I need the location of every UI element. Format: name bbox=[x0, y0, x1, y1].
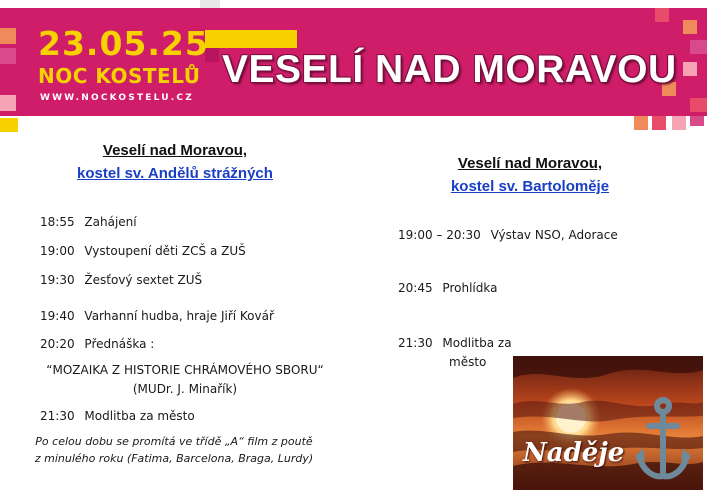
film-note-line: z minulého roku (Fatima, Barcelona, Braga, Lurdy) bbox=[34, 452, 314, 465]
header-banner bbox=[0, 0, 707, 135]
schedule-text: Přednáška : bbox=[84, 337, 155, 351]
schedule-text: Varhanní hudba, hraje Jiří Kovář bbox=[84, 309, 274, 323]
deco-square bbox=[683, 62, 697, 76]
schedule-text: Modlitba za bbox=[442, 336, 512, 350]
schedule-time: 18:55 bbox=[40, 215, 75, 229]
schedule-item bbox=[398, 228, 618, 242]
left-place: Veselí nad Moravou, bbox=[102, 142, 248, 159]
schedule-time: 19:00 bbox=[40, 244, 75, 258]
schedule-text: Modlitba za město bbox=[84, 409, 195, 423]
film-note bbox=[24, 433, 324, 467]
deco-square bbox=[0, 118, 18, 132]
deco-square bbox=[672, 116, 686, 130]
deco-square bbox=[0, 95, 16, 111]
schedule-time: 21:30 bbox=[398, 336, 433, 350]
schedule-item bbox=[40, 337, 154, 351]
deco-square bbox=[683, 20, 697, 34]
lecture-author: (MUDr. J. Minařík) bbox=[132, 382, 238, 396]
deco-square bbox=[655, 8, 669, 22]
nadeje-image bbox=[513, 356, 703, 490]
anchor-icon bbox=[633, 396, 693, 484]
schedule-item bbox=[398, 336, 512, 350]
schedule-text: Vystoupení děti ZCŠ a ZUŠ bbox=[84, 244, 246, 258]
lecture-title: “MOZAIKA Z HISTORIE CHRÁMOVÉHO SBORU“ bbox=[46, 363, 324, 377]
right-church-link[interactable]: kostel sv. Bartoloměje bbox=[450, 178, 610, 195]
schedule-text: Prohlídka bbox=[442, 281, 498, 295]
nadeje-caption: Naděje bbox=[523, 438, 625, 468]
schedule-item bbox=[40, 215, 137, 229]
schedule-text-continuation: město bbox=[449, 355, 487, 369]
schedule-time: 19:30 bbox=[40, 273, 75, 287]
deco-square bbox=[0, 28, 16, 44]
deco-square bbox=[0, 48, 16, 64]
schedule-time: 19:40 bbox=[40, 309, 75, 323]
schedule-item bbox=[40, 273, 202, 287]
film-note-line: Po celou dobu se promítá ve třídě „A“ film z poutě bbox=[35, 435, 313, 448]
banner-title: VESELÍ NAD MORAVOU bbox=[222, 48, 677, 91]
schedule-item bbox=[40, 309, 274, 323]
schedule-time: 19:00 – 20:30 bbox=[398, 228, 481, 242]
right-place: Veselí nad Moravou, bbox=[457, 155, 603, 172]
schedule-time: 20:45 bbox=[398, 281, 433, 295]
schedule-time: 20:20 bbox=[40, 337, 75, 351]
logo-website: WWW.NOCKOSTELU.CZ bbox=[40, 93, 194, 103]
deco-bar bbox=[205, 30, 297, 48]
schedule-text: Žesťový sextet ZUŠ bbox=[84, 273, 203, 287]
deco-square bbox=[634, 116, 648, 130]
left-church-link[interactable]: kostel sv. Andělů strážných bbox=[77, 165, 273, 182]
schedule-item bbox=[40, 409, 195, 423]
schedule-time: 21:30 bbox=[40, 409, 75, 423]
logo-event-name: NOC KOSTELŮ bbox=[38, 64, 201, 88]
left-heading bbox=[35, 142, 315, 182]
deco-square bbox=[690, 40, 707, 54]
schedule-item bbox=[398, 281, 497, 295]
logo-date: 23.05.25 bbox=[38, 24, 209, 63]
schedule-text: Výstav NSO, Adorace bbox=[490, 228, 618, 242]
right-heading bbox=[395, 155, 665, 195]
deco-square bbox=[652, 116, 666, 130]
schedule-text: Zahájení bbox=[84, 215, 137, 229]
deco-square bbox=[690, 116, 704, 126]
schedule-item bbox=[40, 244, 246, 258]
deco-square bbox=[200, 0, 220, 8]
deco-square bbox=[690, 98, 707, 112]
